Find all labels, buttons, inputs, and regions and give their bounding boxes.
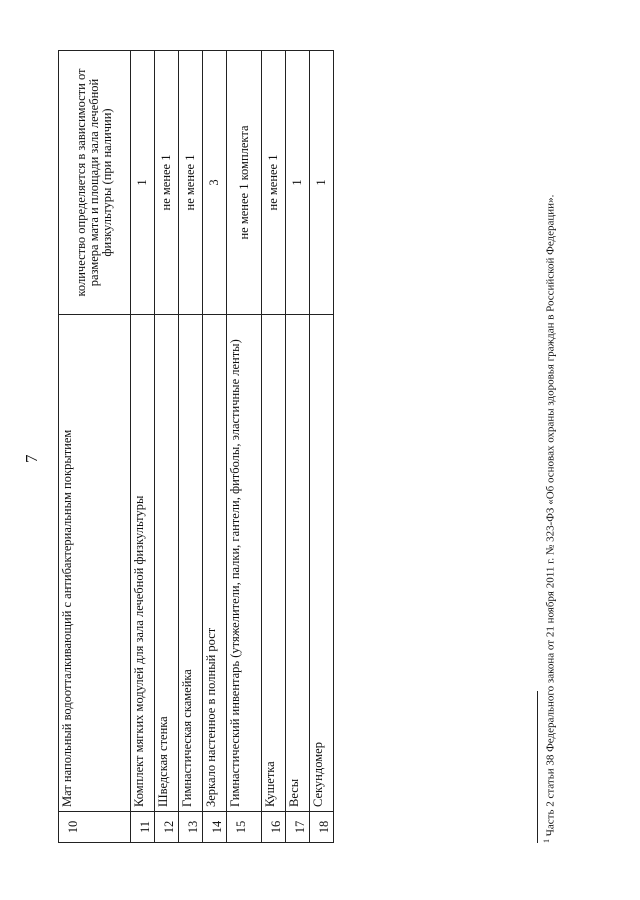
row-number: 10 [59,812,131,843]
row-number: 18 [310,812,334,843]
row-number: 11 [131,812,155,843]
footnote-separator [537,691,538,843]
row-number: 13 [179,812,203,843]
row-name: Шведская стенка [155,315,179,812]
row-quantity: 1 [286,51,310,315]
equipment-table [58,50,334,843]
row-name: Секундомер [310,315,334,812]
table-row [179,51,203,843]
row-name: Гимнастическая скамейка [179,315,203,812]
row-quantity: количество определяется в зависимости от размера мата и площади зала лечебной физкультуры (при наличии) [59,51,131,315]
row-number: 15 [227,812,262,843]
table-row [262,51,286,843]
row-name: Мат напольный водоотталкивающий с антибактериальным покрытием [59,315,131,812]
row-quantity: 1 [310,51,334,315]
row-quantity: не менее 1 [262,51,286,315]
row-name: Комплект мягких модулей для зала лечебной физкультуры [131,315,155,812]
table-row [203,51,227,843]
row-name: Весы [286,315,310,812]
page-number: 7 [22,454,41,463]
row-name: Гимнастический инвентарь (утяжелители, палки, гантели, фитболы, эластичные ленты) [227,315,262,812]
row-quantity: не менее 1 комплекта [227,51,262,315]
row-quantity: не менее 1 [179,51,203,315]
row-number: 16 [262,812,286,843]
footnote [542,195,557,843]
row-number: 12 [155,812,179,843]
row-quantity: 3 [203,51,227,315]
table-row [286,51,310,843]
row-name: Кушетка [262,315,286,812]
table-row [310,51,334,843]
table-row [227,51,262,843]
table-row [131,51,155,843]
row-number: 17 [286,812,310,843]
row-number: 14 [203,812,227,843]
row-quantity: 1 [131,51,155,315]
table-row [59,51,131,843]
row-name: Зеркало настенное в полный рост [203,315,227,812]
table-row [155,51,179,843]
footnote-text: Часть 2 статьи 38 Федерального закона от 21 ноября 2011 г. № 323-ФЗ «Об основах охраны здоровья граждан в Российской Федерации». [544,194,557,837]
footnote-mark: 1 [542,839,551,843]
row-quantity: не менее 1 [155,51,179,315]
